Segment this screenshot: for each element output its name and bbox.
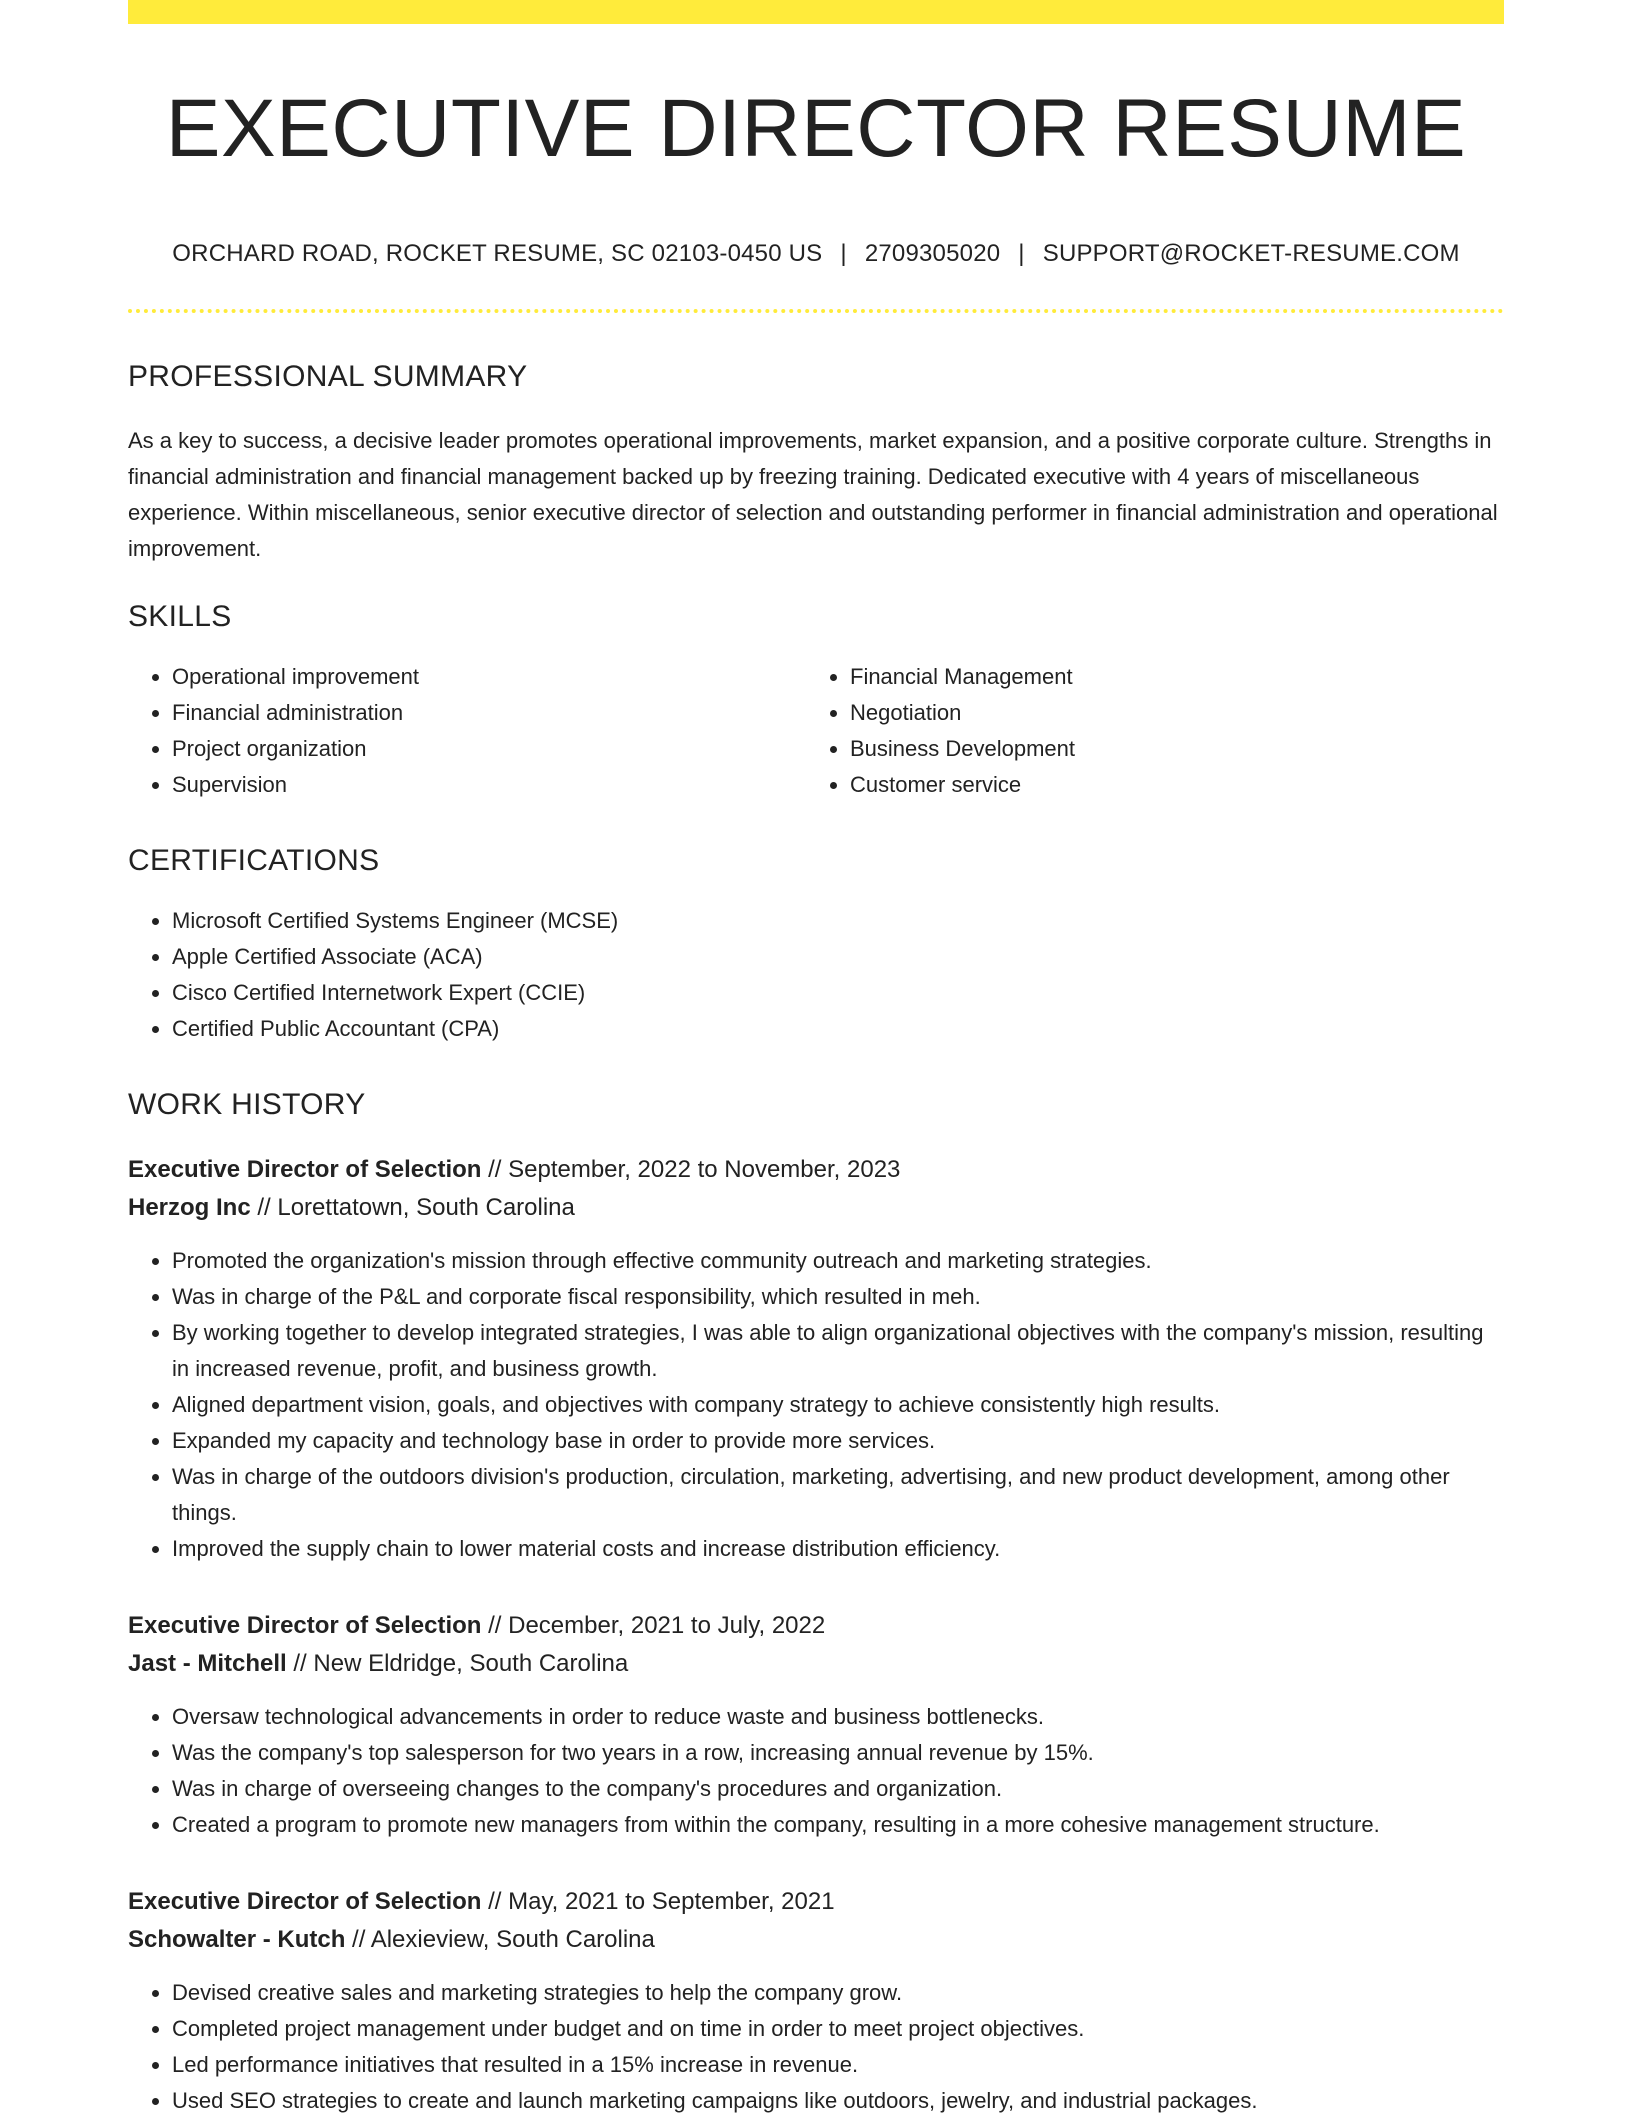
job-bullet: • Led performance initiatives that resulted in a 15% increase in revenue. (172, 2047, 1504, 2083)
job-title-line (128, 1607, 1504, 1645)
section-heading-certifications: CERTIFICATIONS (128, 843, 380, 877)
job-bullets (128, 1975, 1504, 2119)
skill-item: • Negotiation (850, 695, 1504, 731)
job-bullets (128, 1699, 1504, 1843)
job-bullet: • Promoted the organization's mission through effective community outreach and marketing strategies. (172, 1243, 1504, 1279)
professional-summary-section (128, 359, 1504, 567)
job-company-line (128, 1921, 1504, 1959)
job-bullet: • Devised creative sales and marketing strategies to help the company grow. (172, 1975, 1504, 2011)
skills-section (128, 599, 1504, 803)
contact-address: ORCHARD ROAD, ROCKET RESUME, SC 02103-0450 US (172, 240, 823, 268)
contact-separator: | (840, 240, 847, 268)
job-company-line (128, 1645, 1504, 1683)
job-bullet: • Completed project management under budget and on time in order to meet project objectives. (172, 2011, 1504, 2047)
job-entry (128, 1607, 1504, 1843)
job-entry (128, 1151, 1504, 1567)
contact-line (128, 240, 1504, 269)
skill-item: • Project organization (172, 731, 806, 767)
section-heading-skills: SKILLS (128, 599, 232, 633)
certifications-section (128, 843, 1504, 1047)
skill-item: • Supervision (172, 767, 806, 803)
job-bullet: • Used SEO strategies to create and launch marketing campaigns like outdoors, jewelry, and industrial packages. (172, 2083, 1504, 2119)
section-heading-summary: PROFESSIONAL SUMMARY (128, 359, 528, 393)
job-bullet: • Was the company's top salesperson for two years in a row, increasing annual revenue by 15%. (172, 1735, 1504, 1771)
job-title-line (128, 1151, 1504, 1189)
dotted-divider (128, 309, 1504, 313)
job-company: Schowalter - Kutch (128, 1925, 346, 1953)
job-bullet: • Expanded my capacity and technology base in order to provide more services. (172, 1423, 1504, 1459)
skill-item: • Customer service (850, 767, 1504, 803)
job-bullet: • Was in charge of overseeing changes to the company's procedures and organization. (172, 1771, 1504, 1807)
job-location: // Alexieview, South Carolina (345, 1925, 655, 1953)
job-company-line (128, 1189, 1504, 1227)
job-company: Herzog Inc (128, 1193, 251, 1221)
skill-item: • Business Development (850, 731, 1504, 767)
job-company: Jast - Mitchell (128, 1649, 287, 1677)
resume-title: EXECUTIVE DIRECTOR RESUME (165, 83, 1467, 174)
contact-separator: | (1018, 240, 1025, 268)
job-entry (128, 1883, 1504, 2119)
job-location: // New Eldridge, South Carolina (286, 1649, 629, 1677)
certification-item: • Cisco Certified Internetwork Expert (CCIE) (172, 975, 1504, 1011)
job-bullet: • Created a program to promote new managers from within the company, resulting in a more cohesive management structure. (172, 1807, 1504, 1843)
skill-item: • Financial administration (172, 695, 806, 731)
certifications-list (128, 903, 1504, 1047)
skills-right-list (806, 659, 1504, 803)
summary-paragraph: As a key to success, a decisive leader promotes operational improvements, market expansion, and a positive corporate culture. Strengths in financial administration and financial management backed up by freezing training. Dedicated executive with 4 years of miscellaneous experience. Within miscellaneous, senior executive director of selection and outstanding performer in financial administration and operational improvement. (128, 427, 1498, 561)
job-title: Executive Director of Selection (128, 1611, 482, 1639)
job-bullet: • Was in charge of the P&L and corporate fiscal responsibility, which resulted in meh. (172, 1279, 1504, 1315)
job-bullet: • Was in charge of the outdoors division's production, circulation, marketing, advertising, and new product development, among other things. (172, 1459, 1504, 1531)
job-dates: // September, 2022 to November, 2023 (481, 1155, 901, 1183)
job-dates: // December, 2021 to July, 2022 (481, 1611, 826, 1639)
contact-phone: 2709305020 (864, 240, 1001, 268)
contact-email: SUPPORT@ROCKET-RESUME.COM (1042, 240, 1460, 268)
certification-item: • Certified Public Accountant (CPA) (172, 1011, 1504, 1047)
job-title: Executive Director of Selection (128, 1887, 482, 1915)
job-location: // Lorettatown, South Carolina (250, 1193, 575, 1221)
job-bullet: • By working together to develop integrated strategies, I was able to align organizational objectives with the company's mission, resulting in increased revenue, profit, and business growth. (172, 1315, 1504, 1387)
section-heading-work-history: WORK HISTORY (128, 1087, 366, 1121)
job-bullets (128, 1243, 1504, 1567)
job-title-line (128, 1883, 1504, 1921)
certification-item: • Apple Certified Associate (ACA) (172, 939, 1504, 975)
job-bullet: • Improved the supply chain to lower material costs and increase distribution efficiency. (172, 1531, 1504, 1567)
top-accent-bar (128, 0, 1504, 24)
job-title: Executive Director of Selection (128, 1155, 482, 1183)
skills-left-list (128, 659, 806, 803)
skill-item: • Financial Management (850, 659, 1504, 695)
job-bullet: • Aligned department vision, goals, and objectives with company strategy to achieve consistently high results. (172, 1387, 1504, 1423)
skill-item: • Operational improvement (172, 659, 806, 695)
work-history-section (128, 1087, 1504, 2119)
job-dates: // May, 2021 to September, 2021 (481, 1887, 835, 1915)
skills-grid (128, 659, 1504, 803)
resume-content (128, 24, 1504, 2119)
job-bullet: • Oversaw technological advancements in order to reduce waste and business bottlenecks. (172, 1699, 1504, 1735)
certification-item: • Microsoft Certified Systems Engineer (MCSE) (172, 903, 1504, 939)
